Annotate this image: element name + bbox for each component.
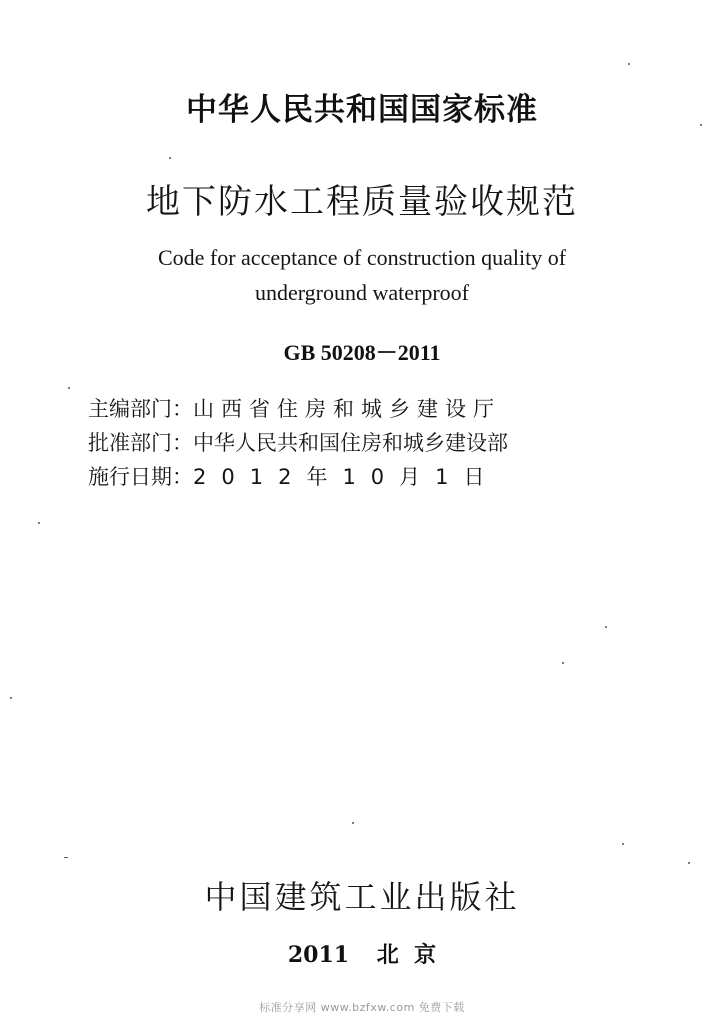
scan-speck [64,857,68,858]
document-title-chinese: 地下防水工程质量验收规范 [146,182,578,222]
publication-info [88,392,508,494]
standard-code: GB 50208－2011 [283,340,441,365]
effective-date-label: 施行日期： [88,465,193,489]
scan-speck [38,522,40,524]
scan-speck [68,387,70,389]
publisher-name: 中国建筑工业出版社 [204,878,520,916]
title-english-line-1: Code for acceptance of construction quality of [157,245,567,270]
scan-speck [688,862,690,864]
site-watermark: 标准分享网 www.bzfxw.com 免费下载 [259,1001,465,1014]
editor-label: 主编部门： [88,397,193,421]
scan-speck [562,662,564,664]
scan-speck [700,124,702,126]
document-title-english [0,240,724,310]
approver-value: 中华人民共和国住房和城乡建设部 [193,431,508,455]
editor-row [88,392,508,426]
scan-speck [628,63,630,65]
scan-speck [352,822,354,824]
scan-speck [169,157,171,159]
approver-row [88,426,508,460]
scan-speck [605,626,607,628]
title-english-line-2: underground waterproof [254,280,470,305]
editor-value: 山西省住房和城乡建设厅 [193,397,501,421]
scan-speck [10,697,12,699]
scan-speck [622,843,624,845]
effective-date-row [88,460,508,494]
effective-date-value: 2012年10月1日 [193,465,500,489]
publication-city: 北 京 [376,942,437,968]
publication-year: 2011 [287,942,350,968]
approver-label: 批准部门： [88,431,193,455]
national-standard-heading: 中华人民共和国国家标准 [186,92,538,128]
publication-place [0,938,724,969]
